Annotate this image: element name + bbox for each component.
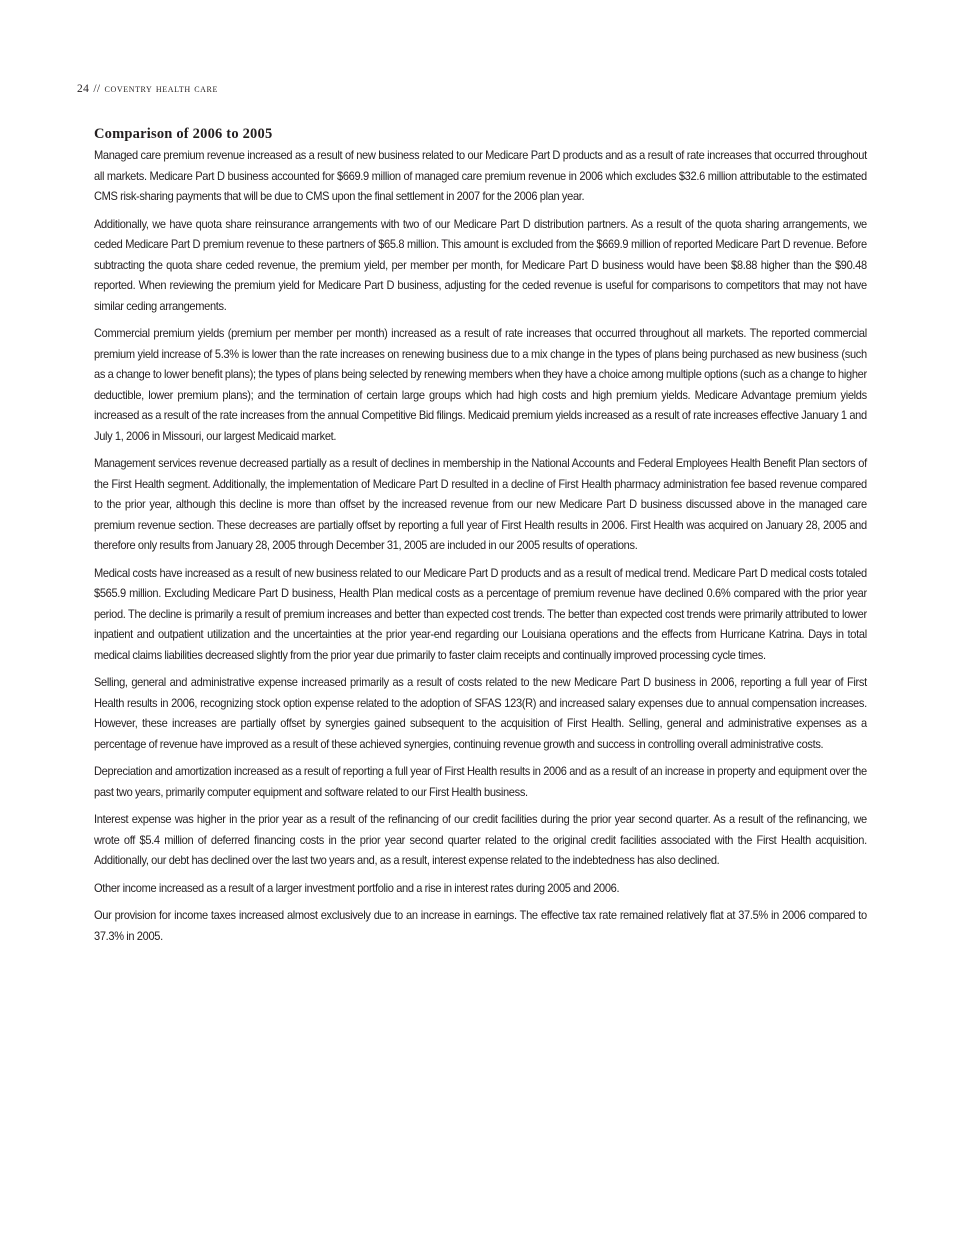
header-separator: //	[93, 83, 101, 95]
paragraph-commercial-premium: Commercial premium yields (premium per member per month) increased as a result of rate increases that occurred throughout all markets. The reported commercial premium yield increase of 5.3% is lower than the rate increases on renewing business due to a mix change in the types of plans being purchased as new business (such as a change to lower benefit plans); the types of plans being selected by renewing members when they have a choice among multiple options (such as a change to higher deductible, lower premium plans); and the termination of certain large groups which had high costs and high premium yields. Medicare Advantage premium yields increased as a result of the rate increases from the annual Competitive Bid filings. Medicaid premium yields increased as a result of rate increases effective January 1 and July 1, 2006 in Missouri, our largest Medicaid market.	[94, 326, 867, 443]
paragraph-sga-expense: Selling, general and administrative expense increased primarily as a result of costs related to the new Medicare Part D business in 2006, reporting a full year of First Health results in 2006, recognizing stock option expense related to the adoption of SFAS 123(R) and increased salary expenses due to annual compensation increases. However, these increases are partially offset by synergies gained subsequent to the acquisition of First Health. Selling, general and administrative expenses as a percentage of revenue have improved as a result of these achieved synergies, continuing revenue growth and success in controlling overall administrative costs.	[94, 675, 867, 751]
section-title: Comparison of 2006 to 2005	[94, 126, 273, 142]
main-content	[94, 126, 867, 953]
page-number: 24	[77, 83, 90, 95]
paragraph-interest-expense: Interest expense was higher in the prior year as a result of the refinancing of our credit facilities during the prior year second quarter. As a result of the refinancing, we wrote off $5.4 million of deferred financing costs in the prior year second quarter related to the original credit facilities associated with the First Health acquisition. Additionally, our debt has declined over the last two years and, as a result, interest expense related to the indebtedness has also declined.	[94, 812, 867, 867]
paragraph-income-taxes: Our provision for income taxes increased almost exclusively due to an increase in earnings. The effective tax rate remained relatively flat at 37.5% in 2006 compared to 37.3% in 2005.	[94, 908, 867, 943]
paragraph-management-services: Management services revenue decreased partially as a result of declines in membership in the National Accounts and Federal Employees Health Benefit Plan sectors of the First Health segment. Additionally, the implementation of Medicare Part D resulted in a decline of First Health pharmacy administration fee based revenue compared to the prior year, although this decline is more than offset by the increased revenue from our new Medicare Part D business discussed above in the managed care premium revenue section. These decreases are partially offset by reporting a full year of First Health results in 2006. First Health was acquired on January 28, 2005 and therefore only results from January 28, 2005 through December 31, 2005 are included in our 2005 results of operations.	[94, 456, 867, 552]
running-header	[77, 83, 218, 95]
paragraph-managed-care-revenue: Managed care premium revenue increased as a result of new business related to our Medicare Part D products and as a result of rate increases that occurred throughout all markets. Medicare Part D business accounted for $669.9 million of managed care premium revenue in 2006 which excludes $32.6 million attributable to the estimated CMS risk-sharing payments that will be due to CMS upon the final settlement in 2007 for the 2006 plan year.	[94, 148, 867, 203]
paragraph-other-income: Other income increased as a result of a larger investment portfolio and a rise in interest rates during 2005 and 2006.	[94, 880, 620, 895]
paragraph-medical-costs: Medical costs have increased as a result of new business related to our Medicare Part D products and as a result of medical trend. Medicare Part D medical costs totaled $565.9 million. Excluding Medicare Part D business, Health Plan medical costs as a percentage of premium revenue have declined 0.6% compared with the prior year period. The decline is primarily a result of premium increases and better than expected cost trends. The better than expected cost trends were primarily attributed to lower inpatient and outpatient utilization and the uncertainties at the prior year-end regarding our Louisiana operations and the effects from Hurricane Katrina. Days in total medical claims liabilities decreased slightly from the prior year due primarily to faster claim receipts and continually improved processing cycle times.	[94, 565, 867, 662]
paragraph-depreciation: Depreciation and amortization increased as a result of reporting a full year of First Health results in 2006 and as a result of an increase in property and equipment over the past two years, primarily computer equipment and software related to our First Health business.	[94, 764, 867, 799]
company-name: coventry health care	[104, 83, 218, 95]
paragraph-quota-share: Additionally, we have quota share reinsurance arrangements with two of our Medicare Part D distribution partners. As a result of the quota sharing arrangements, we ceded Medicare Part D premium revenue to these partners of $65.8 million. This amount is excluded from the $669.9 million of reported Medicare Part D revenue. Before subtracting the quota share ceded revenue, the premium yield, per member per month, for Medicare Part D business would have been $8.88 higher than the $90.48 reported. When reviewing the premium yield for Medicare Part D business, adjusting for the ceded revenue is useful for comparisons to competitors that may not have similar ceding arrangements.	[94, 216, 867, 313]
